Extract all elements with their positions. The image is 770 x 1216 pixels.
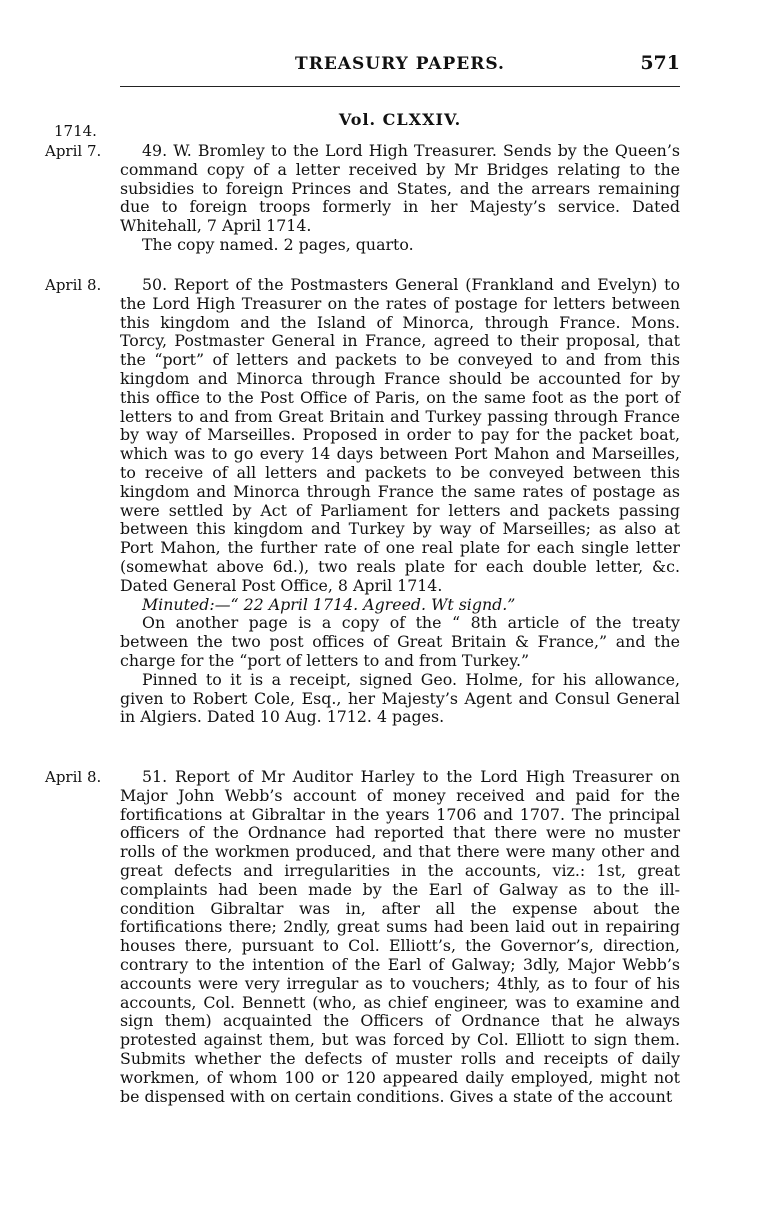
entry-paragraph: 51. Report of Mr Auditor Harley to the Lord High Treasurer on Major John Webb’s account of money received and paid for the fortifications at Gibraltar in the years 1706 and 1707. The principal officers of the Ordnance had reported that there were no muster rolls of the workmen produced, and that there were many other and great defects and irregularities in the accounts, viz.: 1st, great complaints had been made by the Earl of Galway as to the ill-condition Gibraltar was in, after all the expense about the fortifications there; 2ndly, great sums had been laid out in repairing houses there, pursuant to Col. Elliott’s, the Governor’s, direction, contrary to the intention of the Earl of Galway; 3dly, Major Webb’s accounts were very irregular as to vouchers; 4thly, as to four of his accounts, Col. Bennett (who, as chief engineer, was to examine and sign them) acquainted the Officers of Ordnance that he always protested against them, but was forced by Col. Elliott to sign them. Submits whether the defects of muster rolls and receipts of daily workmen, of whom 100 or 120 appeared daily employed, might not be dispensed with on certain conditions. Gives a state of the account bbox=[120, 767, 680, 1106]
margin-date: April 8. bbox=[45, 768, 102, 786]
page-header bbox=[120, 50, 680, 80]
margin-date: April 7. bbox=[45, 142, 102, 160]
volume-heading: Vol. CLXXIV. bbox=[338, 110, 462, 129]
entry-paragraph: The copy named. 2 pages, quarto. bbox=[142, 234, 414, 254]
entry-paragraph: On another page is a copy of the “ 8th article of the treaty between the two post offices of Great Britain & France,” and the charge for the “port of letters to and from Turkey.” bbox=[120, 613, 680, 670]
entry-body bbox=[120, 276, 680, 727]
margin-year: 1714. bbox=[54, 122, 97, 140]
margin-date: April 8. bbox=[45, 276, 102, 294]
entry-paragraph: Minuted:—“ 22 April 1714. Agreed. Wt signd.” bbox=[142, 594, 516, 614]
entry-paragraph: 50. Report of the Postmasters General (Frankland and Evelyn) to the Lord High Treasurer on the rates of postage for letters between this kingdom and the Island of Minorca, through France. Mons. Torcy, Postmaster General in France, agreed to their proposal, that the “port” of letters and packets to be conveyed to and from this kingdom and Minorca through France should be accounted for by this office to the Post Office of Paris, on the same foot as the port of letters to and from Great Britain and Turkey passing through France by way of Marseilles. Proposed in order to pay for the packet boat, which was to go every 14 days between Port Mahon and Marseilles, to receive of all letters and packets to be conveyed between this kingdom and Minorca through France the same rates of postage as were settled by Act of Parliament for letters and packets passing between this kingdom and Turkey by way of Marseilles; as also at Port Mahon, the further rate of one real plate for each single letter (somewhat above 6d.), two reals plate for each double letter, &c. Dated General Post Office, 8 April 1714. bbox=[120, 275, 680, 595]
entry-paragraph: Pinned to it is a receipt, signed Geo. Holme, for his allowance, given to Robert Cole, Esq., her Majesty’s Agent and Consul General in Algiers. Dated 10 Aug. 1712. 4 pages. bbox=[120, 669, 680, 727]
entry-body bbox=[120, 768, 680, 1106]
header-rule bbox=[120, 86, 680, 87]
entry-paragraph: 49. W. Bromley to the Lord High Treasurer. Sends by the Queen’s command copy of a letter received by Mr Bridges relating to the subsidies to foreign Princes and States, and the arrears remaining due to foreign troops formerly in her Majesty’s service. Dated Whitehall, 7 April 1714. bbox=[120, 141, 680, 236]
page-number: 571 bbox=[640, 52, 680, 74]
entry-body bbox=[120, 142, 680, 255]
running-head: TREASURY PAPERS. bbox=[295, 54, 505, 74]
